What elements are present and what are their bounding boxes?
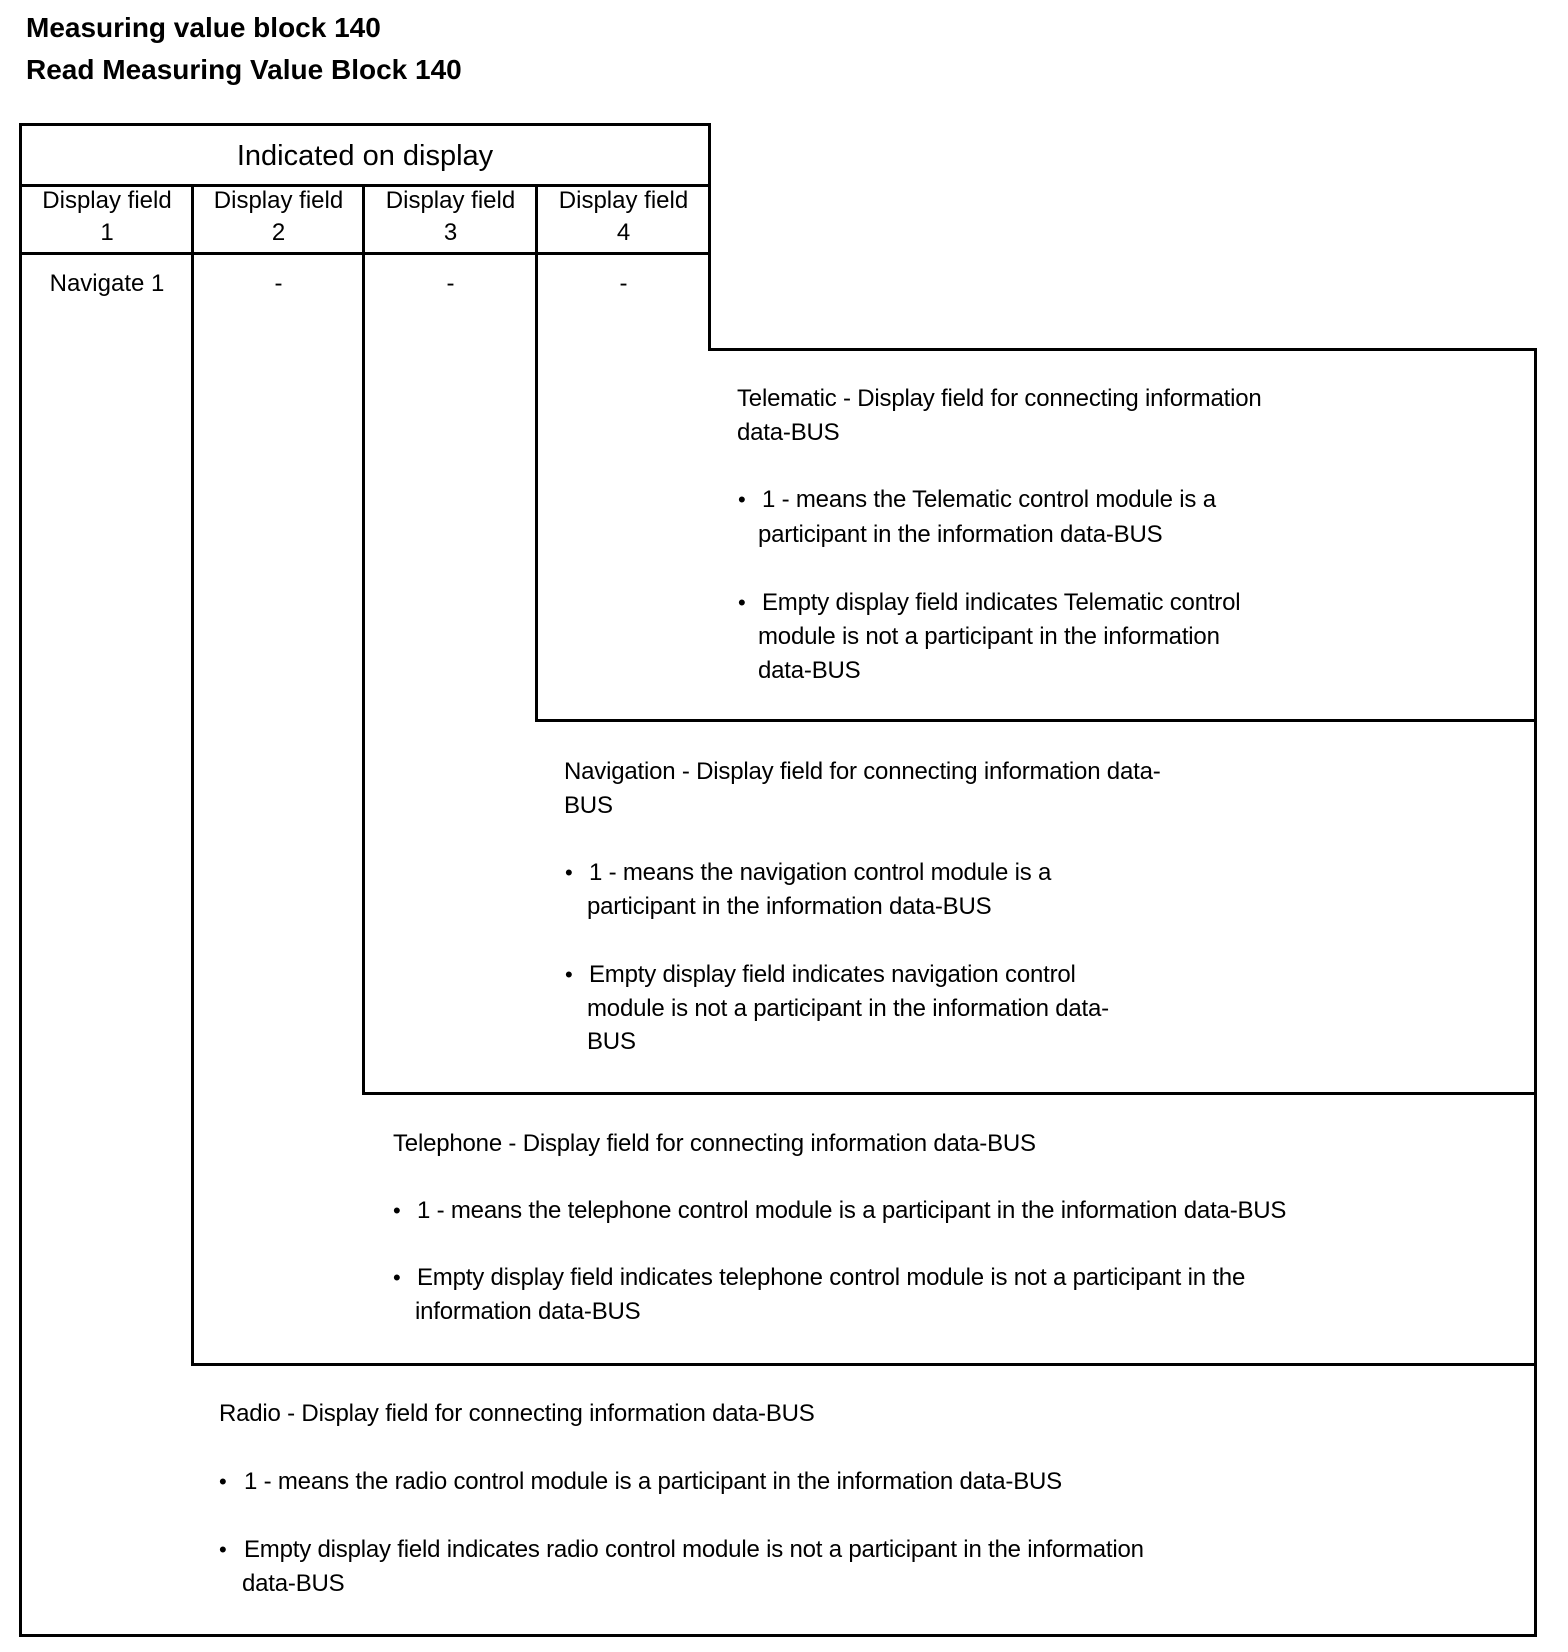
radio-bullet-2-line: data-BUS xyxy=(242,1570,345,1597)
page-subtitle: Read Measuring Value Block 140 xyxy=(26,54,462,85)
telephone-bullet-2-line: information data-BUS xyxy=(415,1298,641,1325)
telephone-title-line: Telephone - Display field for connecting information data-BUS xyxy=(393,1130,1036,1157)
bullet-icon: • xyxy=(738,487,746,512)
display-field-1-value: Navigate 1 xyxy=(49,270,165,297)
bullet-icon: • xyxy=(738,590,746,615)
telephone-bullet-1-line: 1 - means the telephone control module is a participant in the information data-BUS xyxy=(417,1197,1287,1224)
navigation-title-line: Navigation - Display field for connecting information data- xyxy=(564,758,1161,785)
telematic-box-bottom xyxy=(535,719,1537,722)
border-left xyxy=(19,123,22,1637)
radio-bullet-2-line: Empty display field indicates radio control module is not a participant in the information xyxy=(244,1536,1144,1563)
column-divider-1 xyxy=(191,184,194,1366)
column-header-label: Display field xyxy=(213,187,344,214)
bullet-icon: • xyxy=(219,1469,227,1494)
page-title: Measuring value block 140 xyxy=(26,12,381,43)
navigation-box-bottom xyxy=(362,1092,1537,1095)
telematic-bullet-1-line: participant in the information data-BUS xyxy=(758,521,1163,548)
telematic-bullet-2-line: module is not a participant in the information xyxy=(758,623,1220,650)
telematic-bullet-1-line: 1 - means the Telematic control module is a xyxy=(762,486,1216,513)
telematic-box-top xyxy=(708,348,1537,351)
column-header-4 xyxy=(538,185,709,249)
bullet-icon: • xyxy=(393,1198,401,1223)
column-header-label: Display field xyxy=(558,187,689,214)
column-header-label: Display field xyxy=(42,187,172,214)
display-field-2-value: - xyxy=(274,270,283,297)
column-divider-2 xyxy=(362,184,365,1095)
telematic-title-line: data-BUS xyxy=(737,419,840,446)
radio-title-line: Radio - Display field for connecting information data-BUS xyxy=(219,1400,815,1427)
border-top xyxy=(19,123,711,126)
navigation-bullet-1-line: 1 - means the navigation control module is a xyxy=(589,859,1052,886)
navigation-bullet-2-line: Empty display field indicates navigation control xyxy=(589,961,1076,988)
telephone-box-bottom xyxy=(191,1363,1537,1366)
column-header-number: 2 xyxy=(271,219,286,246)
bullet-icon: • xyxy=(565,962,573,987)
navigation-bullet-1-line: participant in the information data-BUS xyxy=(587,893,992,920)
telephone-bullet-2-line: Empty display field indicates telephone control module is not a participant in the xyxy=(417,1264,1246,1291)
column-header-number: 4 xyxy=(616,219,631,246)
border-bottom xyxy=(19,1634,1537,1637)
column-header-1 xyxy=(22,185,192,249)
display-field-3-value: - xyxy=(446,270,455,297)
column-header-label: Display field xyxy=(385,187,516,214)
display-field-4-value: - xyxy=(619,270,628,297)
navigation-title-line: BUS xyxy=(564,792,613,819)
navigation-bullet-2-line: BUS xyxy=(587,1028,636,1055)
table-caption: Indicated on display xyxy=(236,140,494,172)
bullet-icon: • xyxy=(219,1537,227,1562)
navigation-bullet-2-line: module is not a participant in the information data- xyxy=(587,995,1109,1022)
bullet-icon: • xyxy=(565,860,573,885)
column-header-2 xyxy=(194,185,363,249)
column-header-3 xyxy=(365,185,536,249)
telematic-bullet-2-line: data-BUS xyxy=(758,657,861,684)
telematic-title-line: Telematic - Display field for connecting information xyxy=(737,385,1262,412)
column-divider-3 xyxy=(535,184,538,722)
bullet-icon: • xyxy=(393,1265,401,1290)
column-header-number: 1 xyxy=(100,219,114,246)
column-header-number: 3 xyxy=(443,219,458,246)
border-right xyxy=(1534,348,1537,1637)
subheader-divider xyxy=(19,252,711,255)
telematic-bullet-2-line: Empty display field indicates Telematic control xyxy=(762,589,1241,616)
radio-bullet-1-line: 1 - means the radio control module is a participant in the information data-BUS xyxy=(244,1468,1062,1495)
